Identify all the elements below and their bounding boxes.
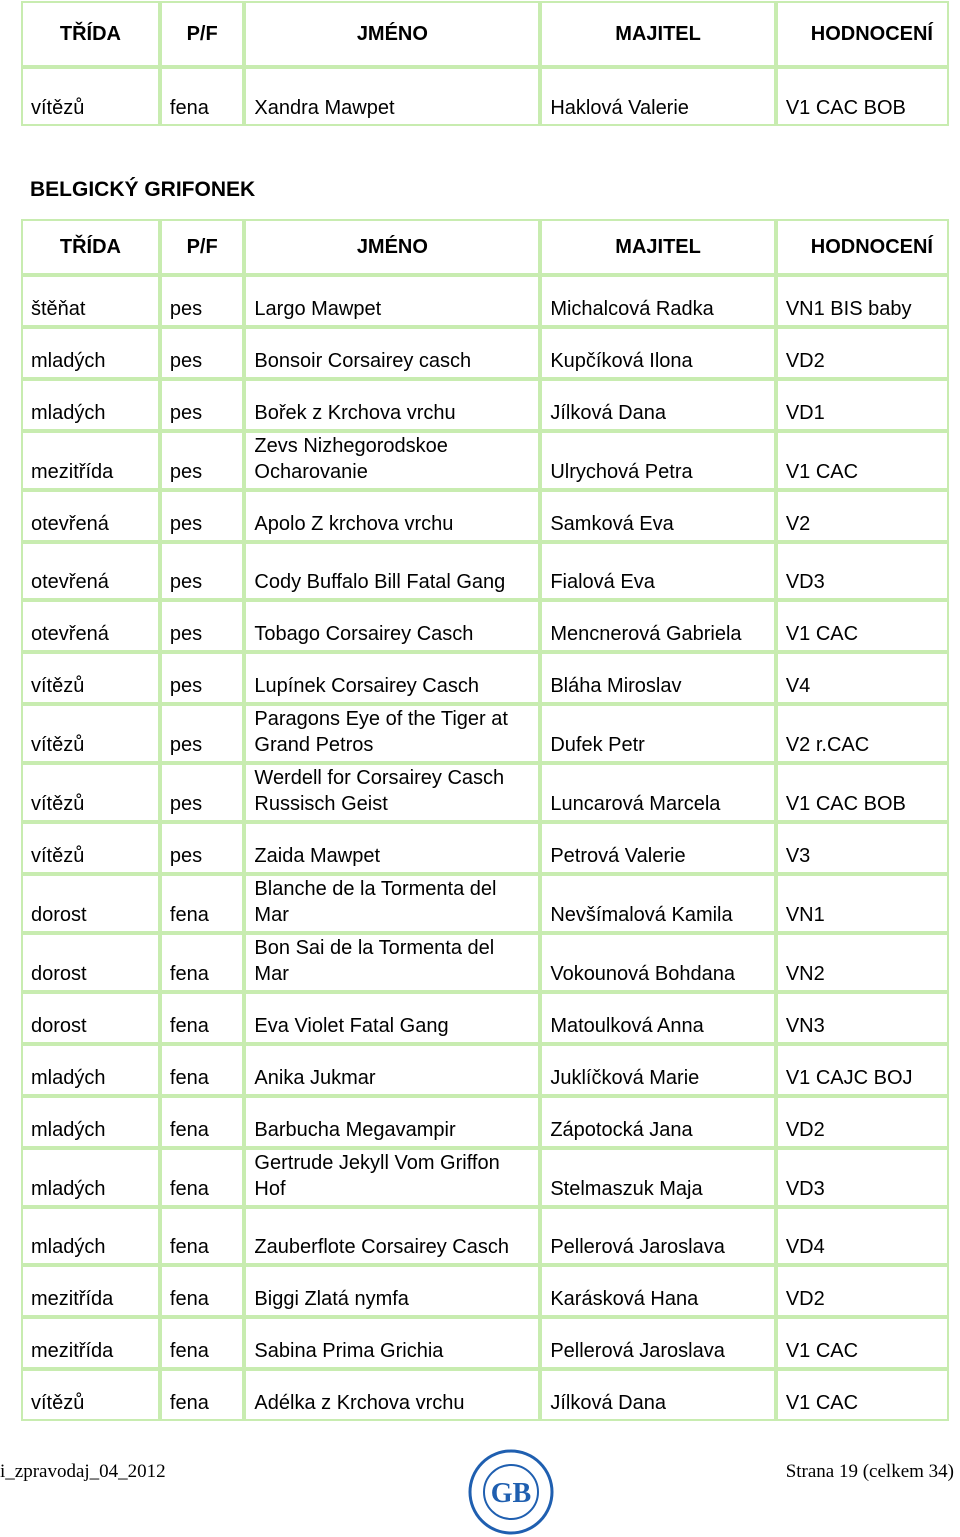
table-row bbox=[21, 327, 949, 379]
table-row bbox=[21, 1096, 949, 1148]
cell-sex: fena bbox=[160, 1265, 245, 1317]
cell-rating: VD1 bbox=[776, 379, 949, 431]
table-row bbox=[21, 874, 949, 933]
table-row bbox=[21, 490, 949, 542]
cell-rating: VN1 bbox=[776, 874, 949, 933]
table-row bbox=[21, 431, 949, 490]
cell-class: mladých bbox=[21, 327, 160, 379]
cell-class: otevřená bbox=[21, 490, 160, 542]
cell-class: otevřená bbox=[21, 542, 160, 600]
cell-name: Anika Jukmar bbox=[244, 1044, 540, 1096]
cell-sex: fena bbox=[160, 874, 245, 933]
table-header-row bbox=[21, 219, 949, 275]
section-title: BELGICKÝ GRIFONEK bbox=[30, 178, 256, 201]
table-row bbox=[21, 933, 949, 992]
cell-class: vítězů bbox=[21, 1369, 160, 1421]
cell-owner: Juklíčková Marie bbox=[540, 1044, 776, 1096]
header-owner: MAJITEL bbox=[540, 1, 776, 67]
header-rating: HODNOCENÍ bbox=[776, 1, 949, 67]
cell-owner: Haklová Valerie bbox=[540, 67, 776, 126]
cell-sex: pes bbox=[160, 704, 245, 763]
cell-sex: fena bbox=[160, 67, 245, 126]
cell-class: štěňat bbox=[21, 275, 160, 327]
cell-sex: pes bbox=[160, 379, 245, 431]
cell-rating: V1 CAJC BOJ bbox=[776, 1044, 949, 1096]
table-header-row bbox=[21, 1, 949, 67]
cell-owner: Petrová Valerie bbox=[540, 822, 776, 874]
top-results-table bbox=[21, 1, 949, 126]
table-row bbox=[21, 1207, 949, 1265]
cell-owner: Kupčíková Ilona bbox=[540, 327, 776, 379]
cell-rating: V1 CAC bbox=[776, 600, 949, 652]
cell-rating: VD4 bbox=[776, 1207, 949, 1265]
cell-class: vítězů bbox=[21, 67, 160, 126]
cell-owner: Michalcová Radka bbox=[540, 275, 776, 327]
cell-class: mezitřída bbox=[21, 1265, 160, 1317]
cell-rating: VD2 bbox=[776, 327, 949, 379]
table-row bbox=[21, 1265, 949, 1317]
table-row bbox=[21, 1317, 949, 1369]
header-sex: P/F bbox=[160, 219, 245, 275]
cell-rating: VD2 bbox=[776, 1265, 949, 1317]
cell-name: Cody Buffalo Bill Fatal Gang bbox=[244, 542, 540, 600]
cell-owner: Pellerová Jaroslava bbox=[540, 1207, 776, 1265]
cell-class: dorost bbox=[21, 992, 160, 1044]
cell-class: dorost bbox=[21, 933, 160, 992]
cell-name: Bonsoir Corsairey casch bbox=[244, 327, 540, 379]
table-row bbox=[21, 1148, 949, 1207]
cell-rating: V1 CAC BOB bbox=[776, 763, 949, 822]
footer-page-number: Strana 19 (celkem 34) bbox=[785, 1461, 954, 1482]
table-row bbox=[21, 704, 949, 763]
cell-owner: Zápotocká Jana bbox=[540, 1096, 776, 1148]
cell-name: Werdell for Corsairey Casch Russisch Geist bbox=[244, 763, 540, 822]
cell-owner: Ulrychová Petra bbox=[540, 431, 776, 490]
cell-sex: fena bbox=[160, 1207, 245, 1265]
cell-name: Bon Sai de la Tormenta del Mar bbox=[244, 933, 540, 992]
cell-class: vítězů bbox=[21, 763, 160, 822]
cell-rating: V1 CAC BOB bbox=[776, 67, 949, 126]
cell-name: Zevs Nizhegorodskoe Ocharovanie bbox=[244, 431, 540, 490]
header-rating: HODNOCENÍ bbox=[776, 219, 949, 275]
cell-owner: Jílková Dana bbox=[540, 379, 776, 431]
cell-rating: V4 bbox=[776, 652, 949, 704]
cell-owner: Luncarová Marcela bbox=[540, 763, 776, 822]
logo-initials: GB bbox=[490, 1478, 532, 1509]
cell-sex: pes bbox=[160, 600, 245, 652]
cell-sex: fena bbox=[160, 933, 245, 992]
cell-name: Adélka z Krchova vrchu bbox=[244, 1369, 540, 1421]
cell-owner: Matoulková Anna bbox=[540, 992, 776, 1044]
cell-rating: V1 CAC bbox=[776, 1317, 949, 1369]
cell-owner: Stelmaszuk Maja bbox=[540, 1148, 776, 1207]
header-owner: MAJITEL bbox=[540, 219, 776, 275]
cell-sex: pes bbox=[160, 275, 245, 327]
table-row bbox=[21, 1369, 949, 1421]
table-row bbox=[21, 763, 949, 822]
table-row bbox=[21, 992, 949, 1044]
cell-name: Gertrude Jekyll Vom Griffon Hof bbox=[244, 1148, 540, 1207]
cell-sex: pes bbox=[160, 431, 245, 490]
cell-name: Apolo Z krchova vrchu bbox=[244, 490, 540, 542]
cell-sex: fena bbox=[160, 1317, 245, 1369]
cell-sex: pes bbox=[160, 763, 245, 822]
cell-owner: Bláha Miroslav bbox=[540, 652, 776, 704]
table-row bbox=[21, 67, 949, 126]
cell-class: vítězů bbox=[21, 704, 160, 763]
cell-name: Lupínek Corsairey Casch bbox=[244, 652, 540, 704]
cell-owner: Dufek Petr bbox=[540, 704, 776, 763]
cell-class: dorost bbox=[21, 874, 160, 933]
cell-name: Tobago Corsairey Casch bbox=[244, 600, 540, 652]
table-row bbox=[21, 1044, 949, 1096]
cell-rating: V1 CAC bbox=[776, 1369, 949, 1421]
cell-class: mezitřída bbox=[21, 1317, 160, 1369]
cell-owner: Mencnerová Gabriela bbox=[540, 600, 776, 652]
cell-name: Blanche de la Tormenta del Mar bbox=[244, 874, 540, 933]
cell-class: otevřená bbox=[21, 600, 160, 652]
cell-owner: Nevšímalová Kamila bbox=[540, 874, 776, 933]
cell-name: Barbucha Megavampir bbox=[244, 1096, 540, 1148]
cell-name: Largo Mawpet bbox=[244, 275, 540, 327]
cell-rating: VD3 bbox=[776, 1148, 949, 1207]
cell-rating: VD2 bbox=[776, 1096, 949, 1148]
cell-name: Eva Violet Fatal Gang bbox=[244, 992, 540, 1044]
header-class: TŘÍDA bbox=[21, 219, 160, 275]
table-row bbox=[21, 822, 949, 874]
table-row bbox=[21, 652, 949, 704]
table-row bbox=[21, 542, 949, 600]
table-row bbox=[21, 600, 949, 652]
cell-sex: pes bbox=[160, 822, 245, 874]
cell-name: Biggi Zlatá nymfa bbox=[244, 1265, 540, 1317]
cell-owner: Karásková Hana bbox=[540, 1265, 776, 1317]
cell-sex: fena bbox=[160, 1369, 245, 1421]
header-name: JMÉNO bbox=[244, 219, 540, 275]
cell-sex: fena bbox=[160, 1148, 245, 1207]
cell-rating: VN3 bbox=[776, 992, 949, 1044]
cell-name: Bořek z Krchova vrchu bbox=[244, 379, 540, 431]
cell-owner: Samková Eva bbox=[540, 490, 776, 542]
cell-rating: V2 bbox=[776, 490, 949, 542]
header-name: JMÉNO bbox=[244, 1, 540, 67]
cell-owner: Jílková Dana bbox=[540, 1369, 776, 1421]
cell-rating: V1 CAC bbox=[776, 431, 949, 490]
belgian-griffon-results-table bbox=[21, 219, 949, 1421]
cell-rating: VN1 BIS baby bbox=[776, 275, 949, 327]
cell-sex: pes bbox=[160, 327, 245, 379]
cell-sex: fena bbox=[160, 1096, 245, 1148]
club-logo-icon bbox=[467, 1448, 555, 1536]
cell-class: mladých bbox=[21, 1044, 160, 1096]
cell-class: mladých bbox=[21, 379, 160, 431]
header-class: TŘÍDA bbox=[21, 1, 160, 67]
cell-class: mladých bbox=[21, 1148, 160, 1207]
cell-class: mladých bbox=[21, 1207, 160, 1265]
footer-filename: i_zpravodaj_04_2012 bbox=[0, 1461, 166, 1482]
cell-rating: VN2 bbox=[776, 933, 949, 992]
cell-name: Sabina Prima Grichia bbox=[244, 1317, 540, 1369]
table-row bbox=[21, 275, 949, 327]
cell-class: mladých bbox=[21, 1096, 160, 1148]
header-sex: P/F bbox=[160, 1, 245, 67]
cell-owner: Pellerová Jaroslava bbox=[540, 1317, 776, 1369]
cell-sex: pes bbox=[160, 490, 245, 542]
table-row bbox=[21, 379, 949, 431]
cell-sex: fena bbox=[160, 1044, 245, 1096]
cell-class: vítězů bbox=[21, 822, 160, 874]
cell-rating: VD3 bbox=[776, 542, 949, 600]
cell-name: Xandra Mawpet bbox=[244, 67, 540, 126]
cell-rating: V3 bbox=[776, 822, 949, 874]
cell-class: mezitřída bbox=[21, 431, 160, 490]
cell-name: Zaida Mawpet bbox=[244, 822, 540, 874]
cell-sex: pes bbox=[160, 542, 245, 600]
cell-name: Paragons Eye of the Tiger at Grand Petros bbox=[244, 704, 540, 763]
cell-class: vítězů bbox=[21, 652, 160, 704]
cell-owner: Fialová Eva bbox=[540, 542, 776, 600]
cell-sex: pes bbox=[160, 652, 245, 704]
cell-owner: Vokounová Bohdana bbox=[540, 933, 776, 992]
cell-sex: fena bbox=[160, 992, 245, 1044]
cell-rating: V2 r.CAC bbox=[776, 704, 949, 763]
cell-name: Zauberflote Corsairey Casch bbox=[244, 1207, 540, 1265]
